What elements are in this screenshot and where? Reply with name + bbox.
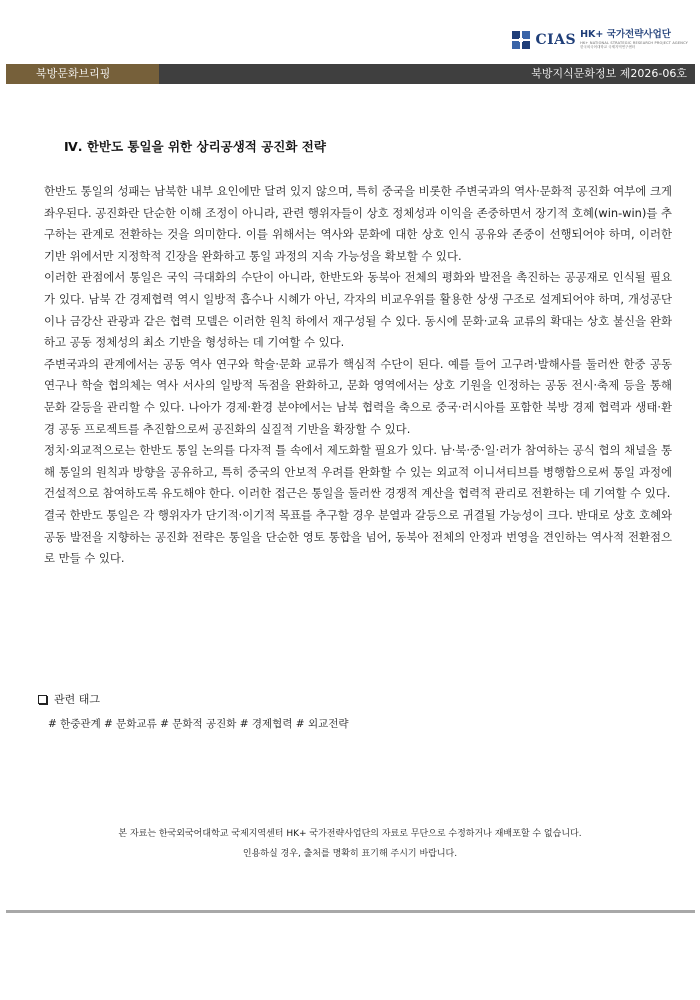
cias-emblem-icon [511,30,531,50]
tags-heading-row [38,691,349,707]
paragraph: 한반도 통일의 성패는 남북한 내부 요인에만 달려 있지 않으며, 특히 중국을 비롯한 주변국과의 역사·문화적 공진화 여부에 크게 좌우된다. 공진화란 단순한 이해 조정이 아니라, 관련 행위자들이 상호 정체성과 이익을 존중하면서 장기적 호혜(win-win)를 추구하는 관계로 전환하는 것을 의미한다. 이를 위해서는 역사와 문화에 대한 상호 인식 공유와 존중이 선행되어야 하며, 이러한 기반 위에서만 지정학적 긴장을 완화하고 통일 과정의 지속 가능성을 확보할 수 있다. [44,184,672,263]
header-series-label: 북방문화브리핑 [6,64,159,84]
header-bar [6,64,695,84]
paragraph: 주변국과의 관계에서는 공동 역사 연구와 학술·문화 교류가 핵심적 수단이 된다. 예를 들어 고구려·발해사를 둘러싼 한중 공동 연구나 학술 협의체는 역사 서사의 일방적 독점을 완화하고, 문화 영역에서는 상호 기원을 인정하는 공동 전시·축제 등을 통해 문화 갈등을 관리할 수 있다. 나아가 경제·환경 분야에서는 남북 협력을 축으로 중국·러시아를 포함한 북방 경제 협력과 생태·환경 공동 프로젝트를 추진함으로써 공진화의 실질적 기반을 확장할 수 있다. [44,356,673,436]
paragraph: 정치·외교적으로는 한반도 통일 논의를 다자적 틀 속에서 제도화할 필요가 있다. 남·북·중·일·러가 참여하는 공식 협의 채널을 통해 통일의 원칙과 방향을 공유하고, 특히 중국의 안보적 우려를 완화할 수 있는 외교적 이니셔티브를 병행함으로써 통일 과정에 건설적으로 참여하도록 유도해야 한다. 이러한 접근은 통일을 둘러싼 경쟁적 계산을 협력적 관리로 전환하는 데 기여할 수 있다. [44,443,672,501]
bottom-divider [6,910,695,913]
checkbox-icon [38,695,47,704]
logo-name: HK+ 국가전략사업단 [580,29,671,41]
paragraph: 이러한 관점에서 통일은 국익 극대화의 수단이 아니라, 한반도와 동북아 전체의 평화와 발전을 촉진하는 공공재로 인식될 필요가 있다. 남북 간 경제협력 역시 일방적 흡수나 시혜가 아닌, 각자의 비교우위를 활용한 상생 구조로 설계되어야 하며, 개성공단이나 금강산 관광과 같은 협력 모델은 이러한 원칙 하에서 재구성될 수 있다. 동시에 문화·교육 교류의 확대는 상호 불신을 완화하고 공동 정체성의 최소 기반을 형성하는 데 기여할 수 있다. [44,270,672,350]
logo-subtitle-kr: 한국외국어대학교 국제지역연구센터 [580,45,636,50]
related-tags [38,691,349,731]
footer-notice [0,824,700,864]
header-issue-label: 북방지식문화정보 제2026-06호 [159,64,695,84]
footer-line-1: 본 자료는 한국외국어대학교 국제지역센터 HK+ 국가전략사업단의 자료로 무단으로 수정하거나 재배포할 수 없습니다. [118,829,582,839]
footer-line-2: 인용하실 경우, 출처를 명확히 표기해 주시기 바랍니다. [242,849,458,859]
tags-list: # 한중관계 # 문화교류 # 문화적 공진화 # 경제협력 # 외교전략 [48,718,349,730]
logo [511,30,688,50]
section-title: Ⅳ. 한반도 통일을 위한 상리공생적 공진화 전략 [64,139,326,154]
paragraph: 결국 한반도 통일은 각 행위자가 단기적·이기적 목표를 추구할 경우 분열과 갈등으로 귀결될 가능성이 크다. 반대로 상호 호혜와 공동 발전을 지향하는 공진화 전략은 통일을 단순한 영토 통합을 넘어, 동북아 전체의 안정과 번영을 견인하는 역사적 전환점으로 만들 수 있다. [44,507,672,566]
article-body [44,181,672,570]
logo-org: CIAS [535,32,577,48]
logo-subtitle-en: HK+ NATIONAL STRATEGIC RESEARCH PROJECT AGENCY [580,40,688,45]
tags-heading: 관련 태그 [54,693,101,706]
